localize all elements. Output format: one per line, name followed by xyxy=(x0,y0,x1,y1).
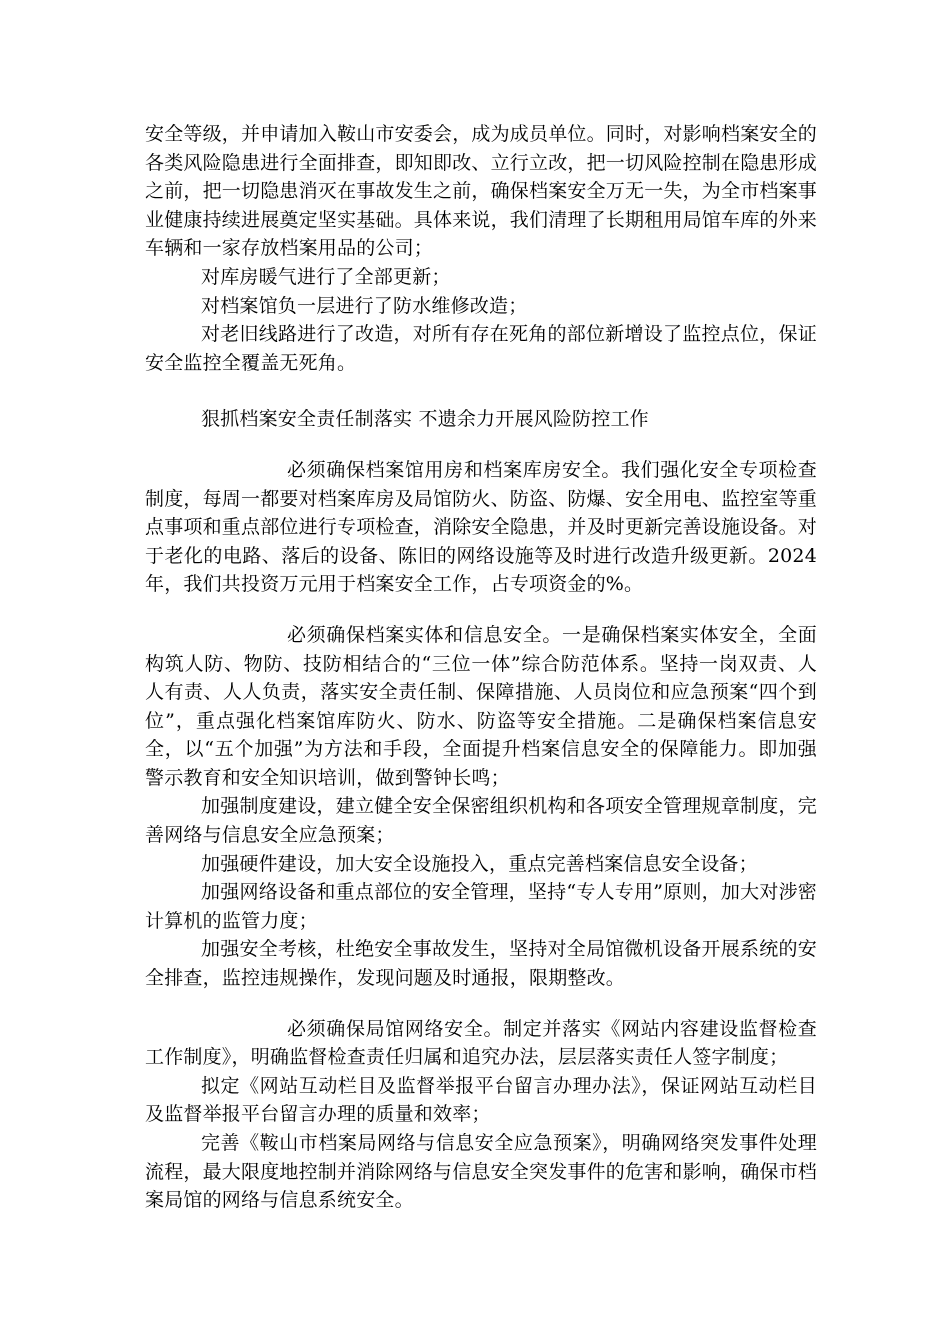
paragraph-interactive-column-rules: 拟定《网站互动栏目及监督举报平台留言办理办法》，保证网站互动栏目及监督举报平台留言办理的质量和效率； xyxy=(145,1074,817,1126)
paragraph-waterproof-repair: 对档案馆负一层进行了防水维修改造； xyxy=(201,294,528,317)
paragraph-heating-update: 对库房暖气进行了全部更新； xyxy=(201,265,451,288)
paragraph-safety-level: 安全等级，并申请加入鞍山市安委会，成为成员单位。同时，对影响档案安全的各类风险隐患进行全面排查，即知即改、立行立改，把一切风险控制在隐患形成之前，把一切隐患消灭在事故发生之前，确保档案安全万无一失，为全市档案事业健康持续进展奠定坚实基础。具体来说，我们清理了长期租用局馆车库的外来车辆和一家存放档案用品的公司； xyxy=(145,123,818,260)
section-heading: 狠抓档案安全责任制落实 不遗余力开展风险防控工作 xyxy=(201,408,649,431)
paragraph-system-building: 加强制度建设，建立健全安全保密组织机构和各项安全管理规章制度，完善网络与信息安全应急预案； xyxy=(145,795,817,847)
paragraph-wiring-monitoring: 对老旧线路进行了改造，对所有存在死角的部位新增设了监控点位，保证安全监控全覆盖无死角。 xyxy=(145,323,817,374)
document-page xyxy=(145,120,817,1215)
paragraph-network-safety: 必须确保局馆网络安全。制定并落实《网站内容建设监督检查工作制度》，明确监督检查责任归属和追究办法，层层落实责任人签字制度； xyxy=(145,1017,817,1069)
paragraph-entity-info-safety: 必须确保档案实体和信息安全。一是确保档案实体安全，全面构筑人防、物防、技防相结合的“三位一体”综合防范体系。坚持一岗双责、人人有责、人人负责，落实安全责任制、保障措施、人员岗位和应急预案“四个到位”，重点强化档案馆库防火、防水、防盗等安全措施。二是确保档案信息安全，以“五个加强”为方法和手段，全面提升档案信息安全的保障能力。即加强警示教育和安全知识培训，做到警钟长鸣； xyxy=(145,623,817,789)
paragraph-hardware-building: 加强硬件建设，加大安全设施投入，重点完善档案信息安全设备； xyxy=(201,852,758,875)
paragraph-safety-assessment: 加强安全考核，杜绝安全事故发生，坚持对全局馆微机设备开展系统的安全排查，监控违规操作，发现问题及时通报，限期整改。 xyxy=(145,938,817,990)
paragraph-emergency-plan: 完善《鞍山市档案局网络与信息安全应急预案》，明确网络突发事件处理流程，最大限度地控制并消除网络与信息安全突发事件的危害和影响，确保市档案局馆的网络与信息系统安全。 xyxy=(145,1132,818,1212)
paragraph-building-safety: 必须确保档案馆用房和档案库房安全。我们强化安全专项检查制度，每周一都要对档案库房及局馆防火、防盗、防爆、安全用电、监控室等重点事项和重点部位进行专项检查，消除安全隐患，并及时更新完善设施设备。对于老化的电路、落后的设备、陈旧的网络设施等及时进行改造升级更新。2024年，我们共投资万元用于档案安全工作，占专项资金的%。 xyxy=(145,458,818,596)
paragraph-network-management: 加强网络设备和重点部位的安全管理，坚持“专人专用”原则，加大对涉密计算机的监管力度； xyxy=(145,881,817,932)
